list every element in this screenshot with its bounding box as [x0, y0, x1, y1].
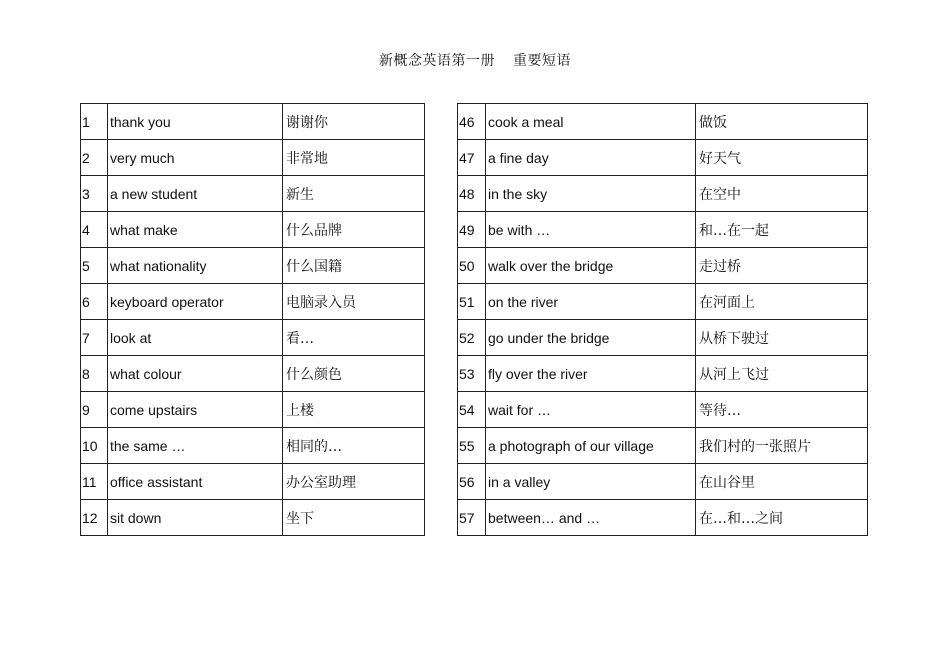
chinese-meaning: 做饭 — [696, 104, 868, 140]
chinese-meaning: 在空中 — [696, 176, 868, 212]
row-number: 9 — [81, 392, 108, 428]
english-phrase: in the sky — [486, 176, 696, 212]
english-phrase: thank you — [108, 104, 283, 140]
table-row — [81, 392, 425, 428]
chinese-meaning: 相同的… — [283, 428, 425, 464]
english-phrase: very much — [108, 140, 283, 176]
row-number: 1 — [81, 104, 108, 140]
row-number: 6 — [81, 284, 108, 320]
row-number: 2 — [81, 140, 108, 176]
table-row — [458, 140, 868, 176]
table-row — [458, 500, 868, 536]
chinese-meaning: 在山谷里 — [696, 464, 868, 500]
english-phrase: a fine day — [486, 140, 696, 176]
table-row — [81, 284, 425, 320]
chinese-meaning: 在…和…之间 — [696, 500, 868, 536]
chinese-meaning: 新生 — [283, 176, 425, 212]
row-number: 57 — [458, 500, 486, 536]
table-row — [458, 356, 868, 392]
table-row — [81, 104, 425, 140]
english-phrase: be with … — [486, 212, 696, 248]
table-row — [81, 248, 425, 284]
english-phrase: fly over the river — [486, 356, 696, 392]
chinese-meaning: 什么颜色 — [283, 356, 425, 392]
english-phrase: sit down — [108, 500, 283, 536]
chinese-meaning: 好天气 — [696, 140, 868, 176]
english-phrase: on the river — [486, 284, 696, 320]
row-number: 47 — [458, 140, 486, 176]
chinese-meaning: 从桥下驶过 — [696, 320, 868, 356]
chinese-meaning: 走过桥 — [696, 248, 868, 284]
table-row — [458, 428, 868, 464]
table-row — [81, 320, 425, 356]
row-number: 56 — [458, 464, 486, 500]
chinese-meaning: 什么国籍 — [283, 248, 425, 284]
table-row — [81, 500, 425, 536]
chinese-meaning: 从河上飞过 — [696, 356, 868, 392]
english-phrase: walk over the bridge — [486, 248, 696, 284]
row-number: 12 — [81, 500, 108, 536]
row-number: 48 — [458, 176, 486, 212]
chinese-meaning: 等待… — [696, 392, 868, 428]
english-phrase: look at — [108, 320, 283, 356]
row-number: 11 — [81, 464, 108, 500]
row-number: 5 — [81, 248, 108, 284]
row-number: 55 — [458, 428, 486, 464]
english-phrase: what make — [108, 212, 283, 248]
english-phrase: keyboard operator — [108, 284, 283, 320]
table-row — [81, 464, 425, 500]
chinese-meaning: 什么品牌 — [283, 212, 425, 248]
table-row — [458, 248, 868, 284]
english-phrase: office assistant — [108, 464, 283, 500]
table-row — [458, 176, 868, 212]
english-phrase: go under the bridge — [486, 320, 696, 356]
row-number: 49 — [458, 212, 486, 248]
table-row — [81, 428, 425, 464]
table-row — [458, 284, 868, 320]
english-phrase: in a valley — [486, 464, 696, 500]
chinese-meaning: 非常地 — [283, 140, 425, 176]
english-phrase: a new student — [108, 176, 283, 212]
chinese-meaning: 办公室助理 — [283, 464, 425, 500]
title-main: 新概念英语第一册 — [379, 53, 495, 69]
phrase-table-left-body — [81, 104, 425, 536]
table-row — [458, 320, 868, 356]
row-number: 7 — [81, 320, 108, 356]
english-phrase: between… and … — [486, 500, 696, 536]
english-phrase: come upstairs — [108, 392, 283, 428]
phrase-table-right-body — [458, 104, 868, 536]
english-phrase: what nationality — [108, 248, 283, 284]
table-row — [81, 140, 425, 176]
row-number: 4 — [81, 212, 108, 248]
chinese-meaning: 坐下 — [283, 500, 425, 536]
table-row — [81, 356, 425, 392]
english-phrase: cook a meal — [486, 104, 696, 140]
english-phrase: the same … — [108, 428, 283, 464]
row-number: 50 — [458, 248, 486, 284]
chinese-meaning: 和…在一起 — [696, 212, 868, 248]
row-number: 54 — [458, 392, 486, 428]
title-sub: 重要短语 — [513, 53, 571, 69]
table-row — [458, 392, 868, 428]
chinese-meaning: 在河面上 — [696, 284, 868, 320]
chinese-meaning: 电脑录入员 — [283, 284, 425, 320]
chinese-meaning: 上楼 — [283, 392, 425, 428]
table-row — [458, 464, 868, 500]
chinese-meaning: 谢谢你 — [283, 104, 425, 140]
phrase-table-left — [80, 103, 425, 536]
table-row — [81, 176, 425, 212]
row-number: 51 — [458, 284, 486, 320]
page-title — [0, 50, 950, 70]
english-phrase: what colour — [108, 356, 283, 392]
row-number: 3 — [81, 176, 108, 212]
table-row — [458, 212, 868, 248]
row-number: 10 — [81, 428, 108, 464]
table-row — [81, 212, 425, 248]
english-phrase: wait for … — [486, 392, 696, 428]
table-row — [458, 104, 868, 140]
row-number: 46 — [458, 104, 486, 140]
row-number: 52 — [458, 320, 486, 356]
chinese-meaning: 我们村的一张照片 — [696, 428, 868, 464]
row-number: 53 — [458, 356, 486, 392]
phrase-table-right — [457, 103, 868, 536]
english-phrase: a photograph of our village — [486, 428, 696, 464]
chinese-meaning: 看… — [283, 320, 425, 356]
row-number: 8 — [81, 356, 108, 392]
